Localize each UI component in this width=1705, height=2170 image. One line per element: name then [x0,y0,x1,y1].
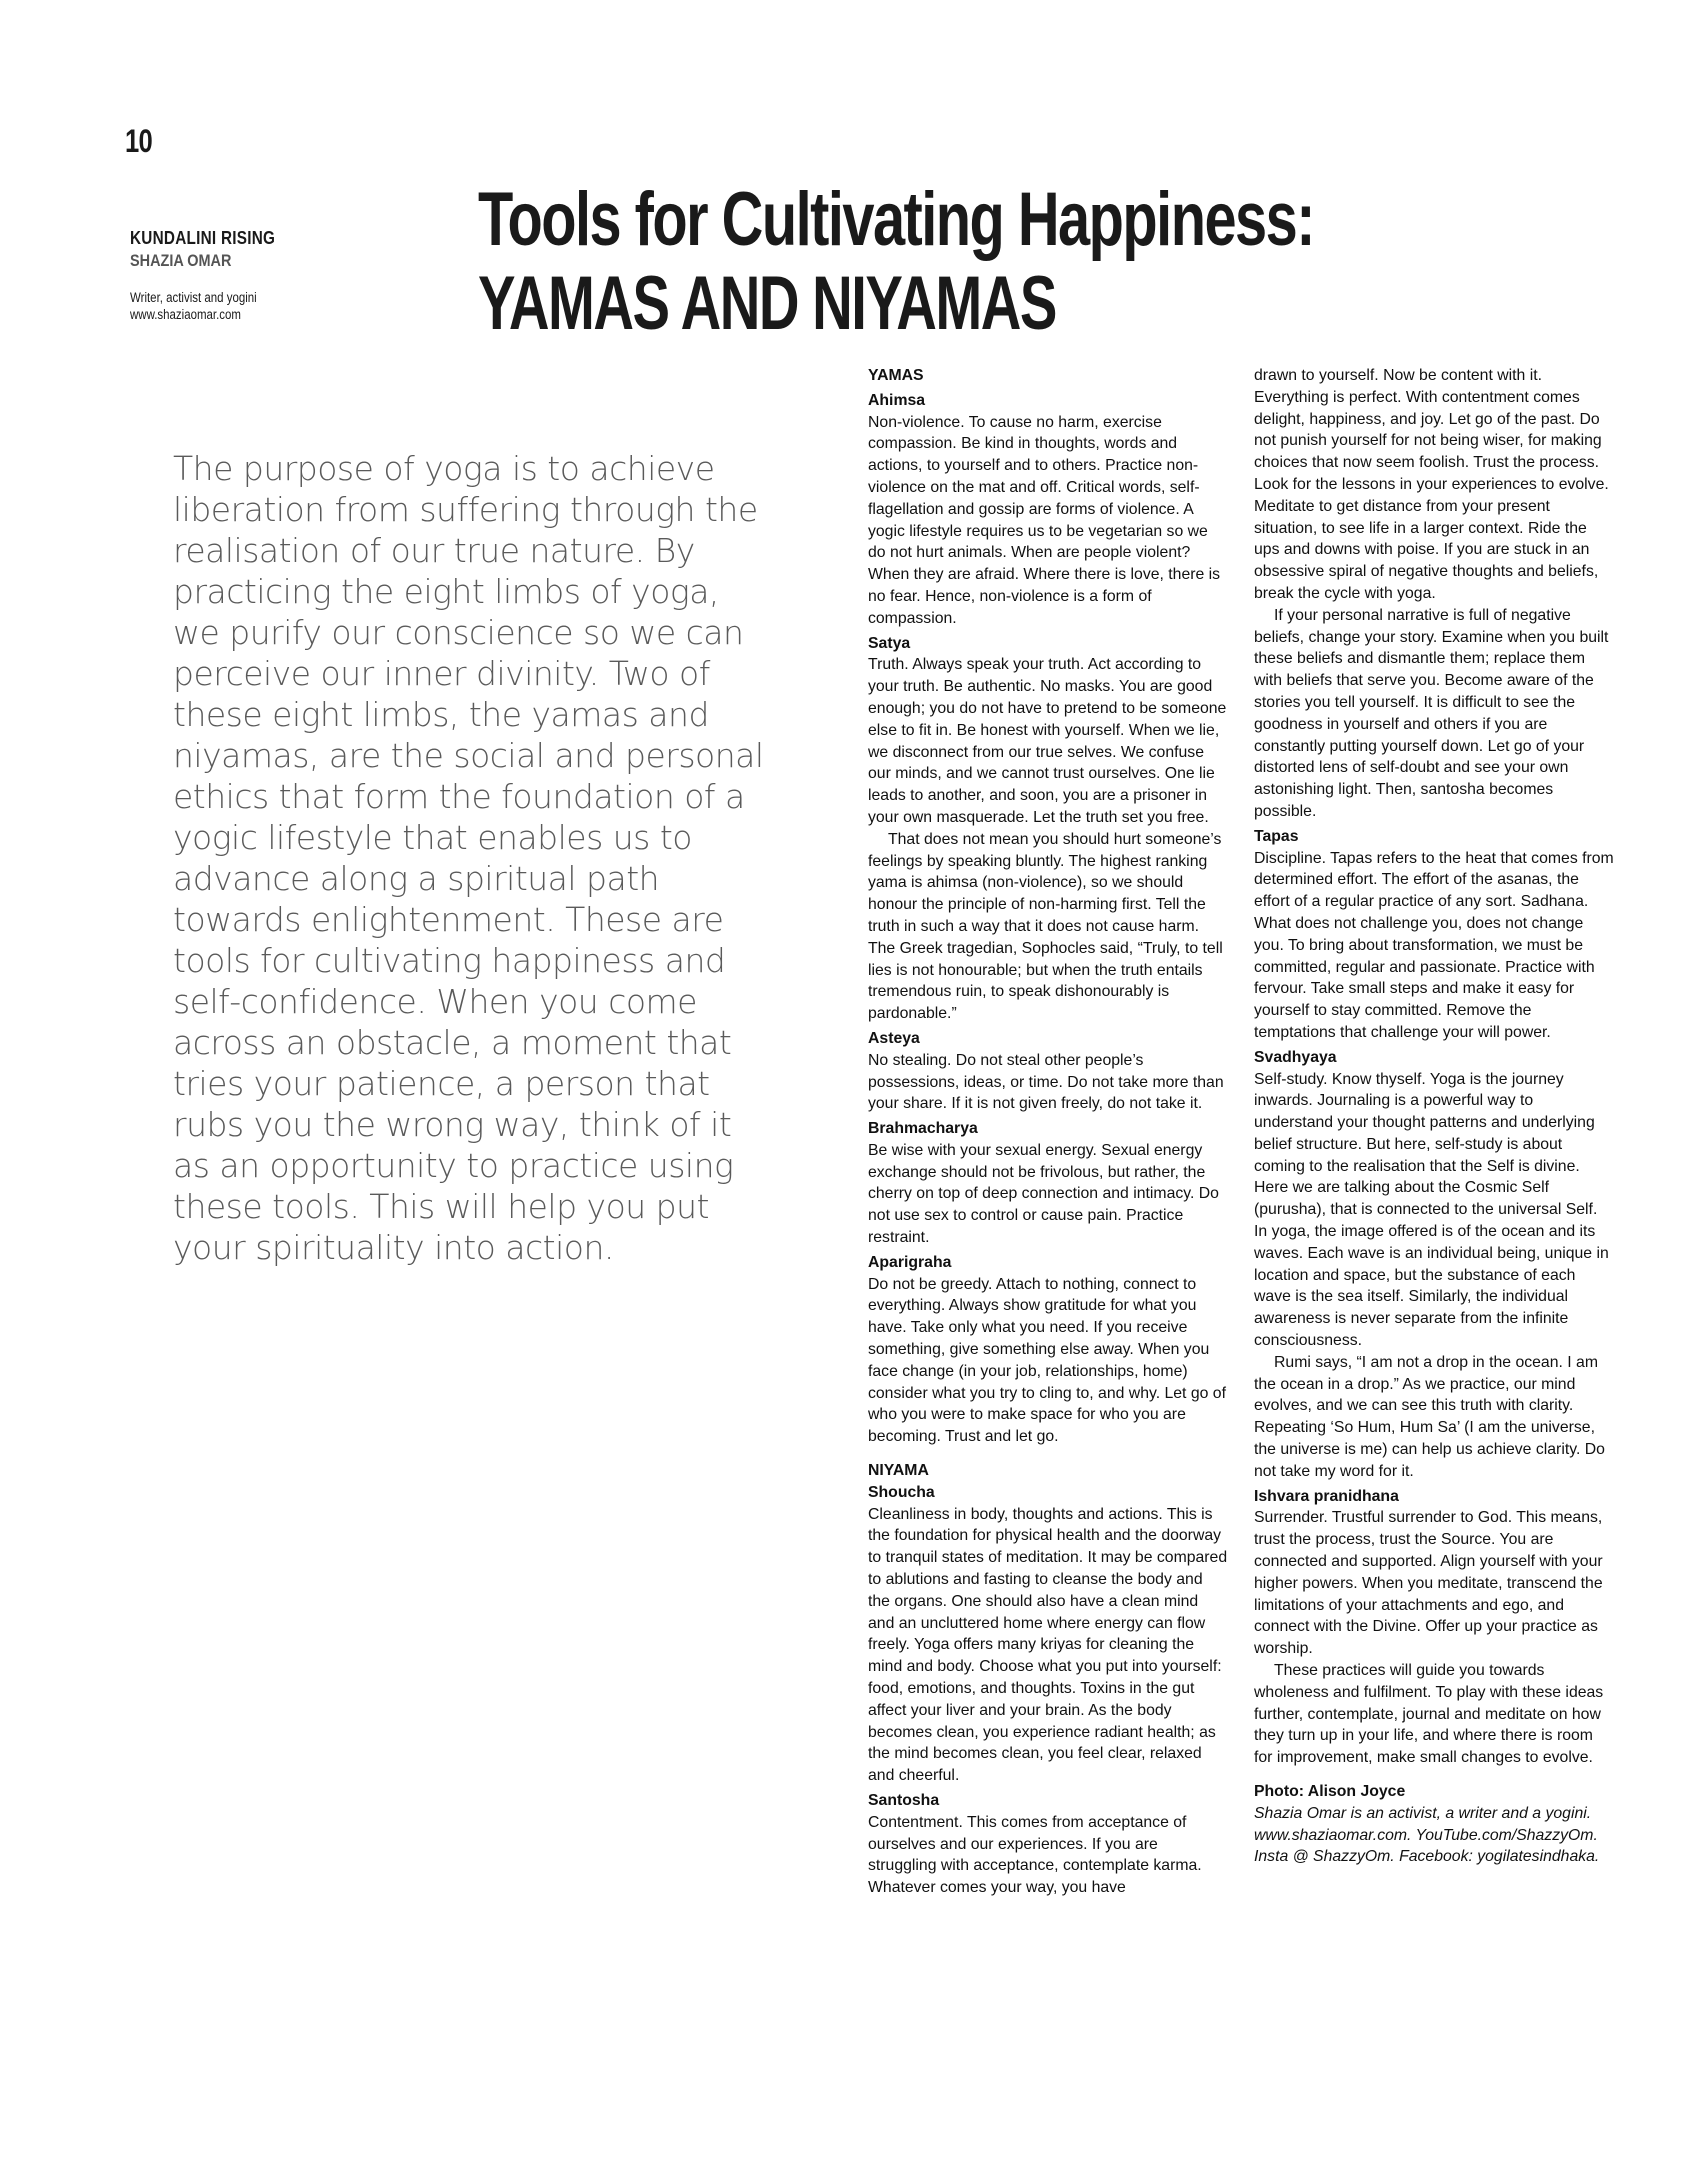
article-headline [478,178,1678,346]
ahimsa-heading: Ahimsa [868,391,926,409]
santosha-text-continued: drawn to yourself. Now be content with it. Everything is perfect. With contentment comes delight, happiness, and joy. Let go of the past. Do not punish yourself for not being wiser, for making choices that now seem foolish. Trust the process. Look for the lessons in your experiences to evolve. Meditate to get distance from your present situation, to see life in a larger context. Ride the ups and downs with poise. If you are stuck in an obsessive spiral of negative thoughts and beliefs, break the cycle with yoga. [1254,367,1609,602]
asteya-heading: Asteya [868,1029,920,1047]
ishvara-text-2: These practices will guide you towards wholeness and fulfilment. To play with these ideas further, contemplate, journal and meditate on how they turn up in your life, and where there is room for improvement, make small changes to evolve. [1254,1662,1604,1767]
headline-line-2: YAMAS AND NIYAMAS [478,261,1056,346]
niyama-heading: NIYAMA [868,1462,929,1480]
page-number: 10 [125,123,152,159]
author-note: Shazia Omar is an activist, a writer and a yogini. www.shaziaomar.com. YouTube.com/ShazzyOm. Insta @ ShazzyOm. Facebook: yogilatesindhaka. [1254,1804,1600,1866]
shoucha-text: Cleanliness in body, thoughts and actions. This is the foundation for physical health and the doorway to tranquil states of meditation. It may be compared to ablutions and fasting to cleanse the body and the organs. One should also have a clean mind and an uncluttered home where energy can flow freely. Yoga offers many kriyas for cleaning the mind and body. Choose what you put into yourself: food, emotions, and thoughts. Toxins in the gut affect your liver and your brain. As the body becomes clean, you experience radiant health; as the mind becomes clean, you feel clear, relaxed and cheerful. [868,1505,1228,1785]
santosha-heading: Santosha [868,1792,940,1809]
santosha-text: Contentment. This comes from acceptance of ourselves and our experiences. If you are struggling with acceptance, contemplate karma. Whatever comes your way, you have [868,1813,1202,1897]
byline [130,228,390,323]
aparigraha-text: Do not be greedy. Attach to nothing, connect to everything. Always show gratitude for what you have. Take only what you need. If you receive something, give something else away. When you face change (in your job, relationships, home) consider what you try to cling to, and why. Let go of who you were to make space for who you are becoming. Trust and let go. [868,1275,1226,1446]
author-bio-website: www.shaziaomar.com [130,307,241,322]
headline-line-1: Tools for Cultivating Happiness: [478,177,1314,262]
shoucha-heading: Shoucha [868,1483,935,1501]
brahmacharya-heading: Brahmacharya [868,1120,978,1138]
author-name: SHAZIA OMAR [130,251,232,270]
satya-text-2: That does not mean you should hurt someone’s feelings by speaking bluntly. The highest ranking yama is ahimsa (non-violence), so we should honour the principle of non-harming first. Tell the truth in such a way that it does not cause harm. The Greek tragedian, Sophocles said, “Truly, to tell lies is not honourable; but when the truth entails tremendous ruin, to speak dishonourably is pardonable.” [868,830,1223,1023]
photo-credit: Photo: Alison Joyce [1254,1783,1406,1800]
article-column-1 [868,365,1228,1899]
tapas-heading: Tapas [1254,827,1299,845]
pull-quote: The purpose of yoga is to achieve liberation from suffering through the realisation of our true nature. By practicing the eight limbs of yoga, we purify our conscience so we can perceive our inner divinity. Two of these eight limbs, the yamas and niyamas, are the social and personal ethics that form the foundation of a yogic lifestyle that enables us to advance along a spiritual path towards enlightenment. These are tools for cultivating happiness and self-confidence. When you come across an obstacle, a moment that tries your patience, a person that rubs you the wrong way, think of it as an opportunity to practice using these tools. This will help you put your spirituality into action. [173,449,764,1267]
satya-text-1: Truth. Always speak your truth. Act according to your truth. Be authentic. No masks. You are good enough; you do not have to pretend to be someone else to fit in. Be honest with yourself. When we lie, we disconnect from our true selves. We confuse our minds, and we cannot trust ourselves. One lie leads to another, and soon, you are a prisoner in your own masquerade. Let the truth set you free. [868,656,1227,826]
author-bio-role: Writer, activist and yogini [130,290,257,305]
aparigraha-heading: Aparigraha [868,1253,952,1271]
ishvara-text-1: Surrender. Trustful surrender to God. This means, trust the process, trust the Source. You are connected and supported. Align yourself with your higher powers. When you meditate, transcend the limitations of your attachments and ego, and connect with the Divine. Offer up your practice as worship. [1254,1509,1603,1658]
satya-heading: Satya [868,634,911,652]
santosha-text-continued-2: If your personal narrative is full of negative beliefs, change your story. Examine when you built these beliefs and dismantle them; replace them with beliefs that serve you. Become aware of the stories you tell yourself. It is difficult to see the goodness in yourself and others if you are constantly putting yourself down. Let go of your distorted lens of self-doubt and see your own astonishing light. Then, santosha becomes possible. [1254,606,1609,820]
svadhyaya-text-1: Self-study. Know thyself. Yoga is the journey inwards. Journaling is a powerful way to understand your thought patterns and underlying belief structure. But here, self-study is about coming to the realisation that the Self is divine. Here we are talking about the Cosmic Self (purusha), that is connected to the universal Self. In yoga, the image offered is of the ocean and its waves. Each wave is an individual being, unique in location and space, but the substance of each wave is the sea itself. Similarly, the individual awareness is never separate from the infinite consciousness. [1254,1070,1609,1350]
section-name: KUNDALINI RISING [130,228,276,248]
svadhyaya-heading: Svadhyaya [1254,1048,1337,1066]
svadhyaya-text-2: Rumi says, “I am not a drop in the ocean. I am the ocean in a drop.” As we practice, our mind evolves, and we can see this truth with clarity. Repeating ‘So Hum, Hum Sa’ (I am the universe, the universe is me) can help us achieve clarity. Do not take my word for it. [1254,1353,1605,1480]
asteya-text: No stealing. Do not steal other people’s possessions, ideas, or time. Do not take more than your share. If it is not given freely, do not take it. [868,1051,1224,1113]
article-column-2 [1254,365,1614,1868]
author-bio [130,289,351,323]
brahmacharya-text: Be wise with your sexual energy. Sexual energy exchange should not be frivolous, but rather, the cherry on top of deep connection and intimacy. Do not use sex to control or cause pain. Practice restraint. [868,1141,1219,1247]
ishvara-heading: Ishvara pranidhana [1254,1487,1399,1505]
yamas-heading: YAMAS [868,367,924,384]
ahimsa-text: Non-violence. To cause no harm, exercise compassion. Be kind in thoughts, words and actions, to yourself and to others. Practice non-violence on the mat and off. Critical words, self-flagellation and gossip are forms of violence. A yogic lifestyle requires us to be vegetarian so we do not hurt animals. When are people violent? When they are afraid. Where there is love, there is no fear. Hence, non-violence is a form of compassion. [868,413,1221,627]
tapas-text: Discipline. Tapas refers to the heat that comes from determined effort. The effort of the asanas, the effort of a regular practice of any sort. Sadhana. What does not challenge you, does not change you. To bring about transformation, we must be committed, regular and passionate. Practice with fervour. Take small steps and make it easy for yourself to stay committed. Remove the temptations that challenge your will power. [1254,849,1614,1041]
